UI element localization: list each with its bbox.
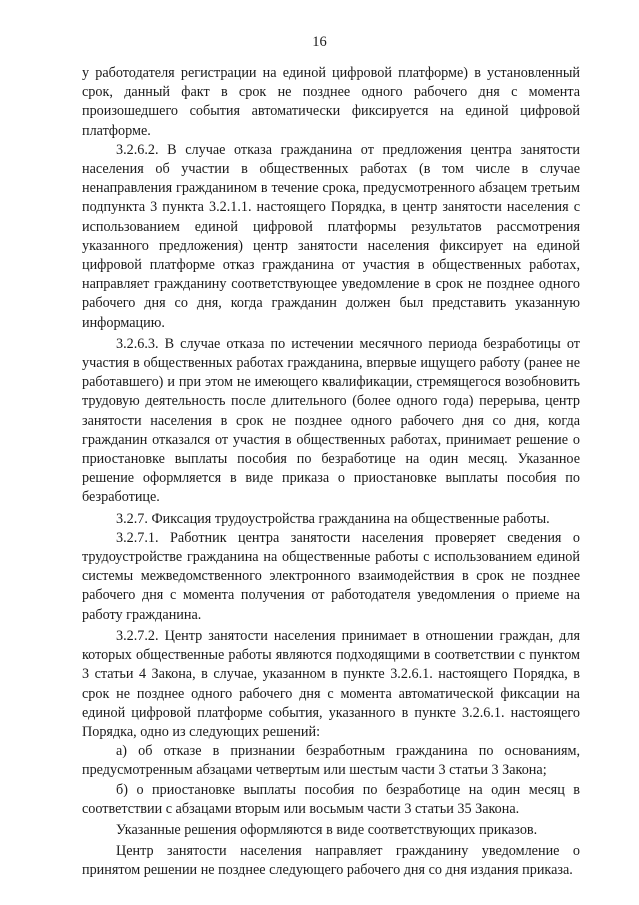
paragraph-3-2-7: 3.2.7. Фиксация трудоустройства гражданина на общественные работы. — [116, 510, 550, 527]
paragraph-notification: Центр занятости населения направляет гражданину уведомление о принятом решении не позднее следующего рабочего дня со дня издания приказа. — [82, 843, 580, 879]
list-item-a: а) об отказе в признании безработным гражданина по основаниям, предусмотренным абзацами четвертым или шестым части 3 статьи 3 Закона; — [82, 743, 580, 779]
paragraph-3-2-6-2: 3.2.6.2. В случае отказа гражданина от предложения центра занятости населения об участии в общественных работах (в том числе в случае ненаправления гражданином в течение срока, предусмотренного абзацем третьим подпункта 3 пункта 3.2.1.1. настоящего Порядка, в центр занятости населения с использованием единой цифровой платформы результатов рассмотрения указанного предложения) центр занятости населения фиксирует на единой цифровой платформе отказ гражданина от участия в общественных работах, направляет гражданину соответствующее уведомление в срок не позднее одного рабочего дня со дня, когда гражданин должен был представить указанную информацию. — [82, 141, 580, 331]
paragraph-continuation: у работодателя регистрации на единой цифровой платформе) в установленный срок, данный факт в срок не позднее одного рабочего дня с момента произошедшего события автоматически фиксируется на единой цифровой платформе. — [82, 65, 580, 139]
paragraph-3-2-7-2: 3.2.7.2. Центр занятости населения принимает в отношении граждан, для которых общественные работы являются подходящими в соответствии с пунктом 3 статьи 4 Закона, в случае, указанном в пункте 3.2.6.1. настоящего Порядка, в срок не позднее одного рабочего дня с момента автоматической фиксации на единой цифровой платформе события, указанного в пункте 3.2.6.1. настоящего Порядка, одно из следующих решений: — [82, 627, 580, 740]
list-item-b: б) о приостановке выплаты пособия по безработице на один месяц в соответствии с абзацами вторым или восьмым части 3 статьи 35 Закона. — [82, 781, 580, 817]
paragraph-3-2-7-1: 3.2.7.1. Работник центра занятости населения проверяет сведения о трудоустройстве гражданина на общественные работы с использованием единой системы межведомственного электронного взаимодействия в срок не позднее рабочего дня с момента получения от работодателя уведомления о приеме на работу гражданина. — [82, 529, 580, 623]
paragraph-3-2-6-3: 3.2.6.3. В случае отказа по истечении месячного периода безработицы от участия в общественных работах гражданина, впервые ищущего работу (ранее не работавшего) и при этом не имеющего квалификации, стремящегося возобновить трудовую деятельность после длительного (более одного года) перерыва, центр занятости населения в срок не позднее одного рабочего дня со дня, когда гражданин отказался от участия в общественных работах, принимает решение о приостановке выплаты пособия по безработице на один месяц. Указанное решение оформляется в виде приказа о приостановке выплаты пособия по безработице. — [82, 335, 580, 506]
document-body — [82, 64, 580, 881]
page-number: 16 — [312, 34, 327, 50]
paragraph-decisions: Указанные решения оформляются в виде соответствующих приказов. — [116, 821, 538, 838]
